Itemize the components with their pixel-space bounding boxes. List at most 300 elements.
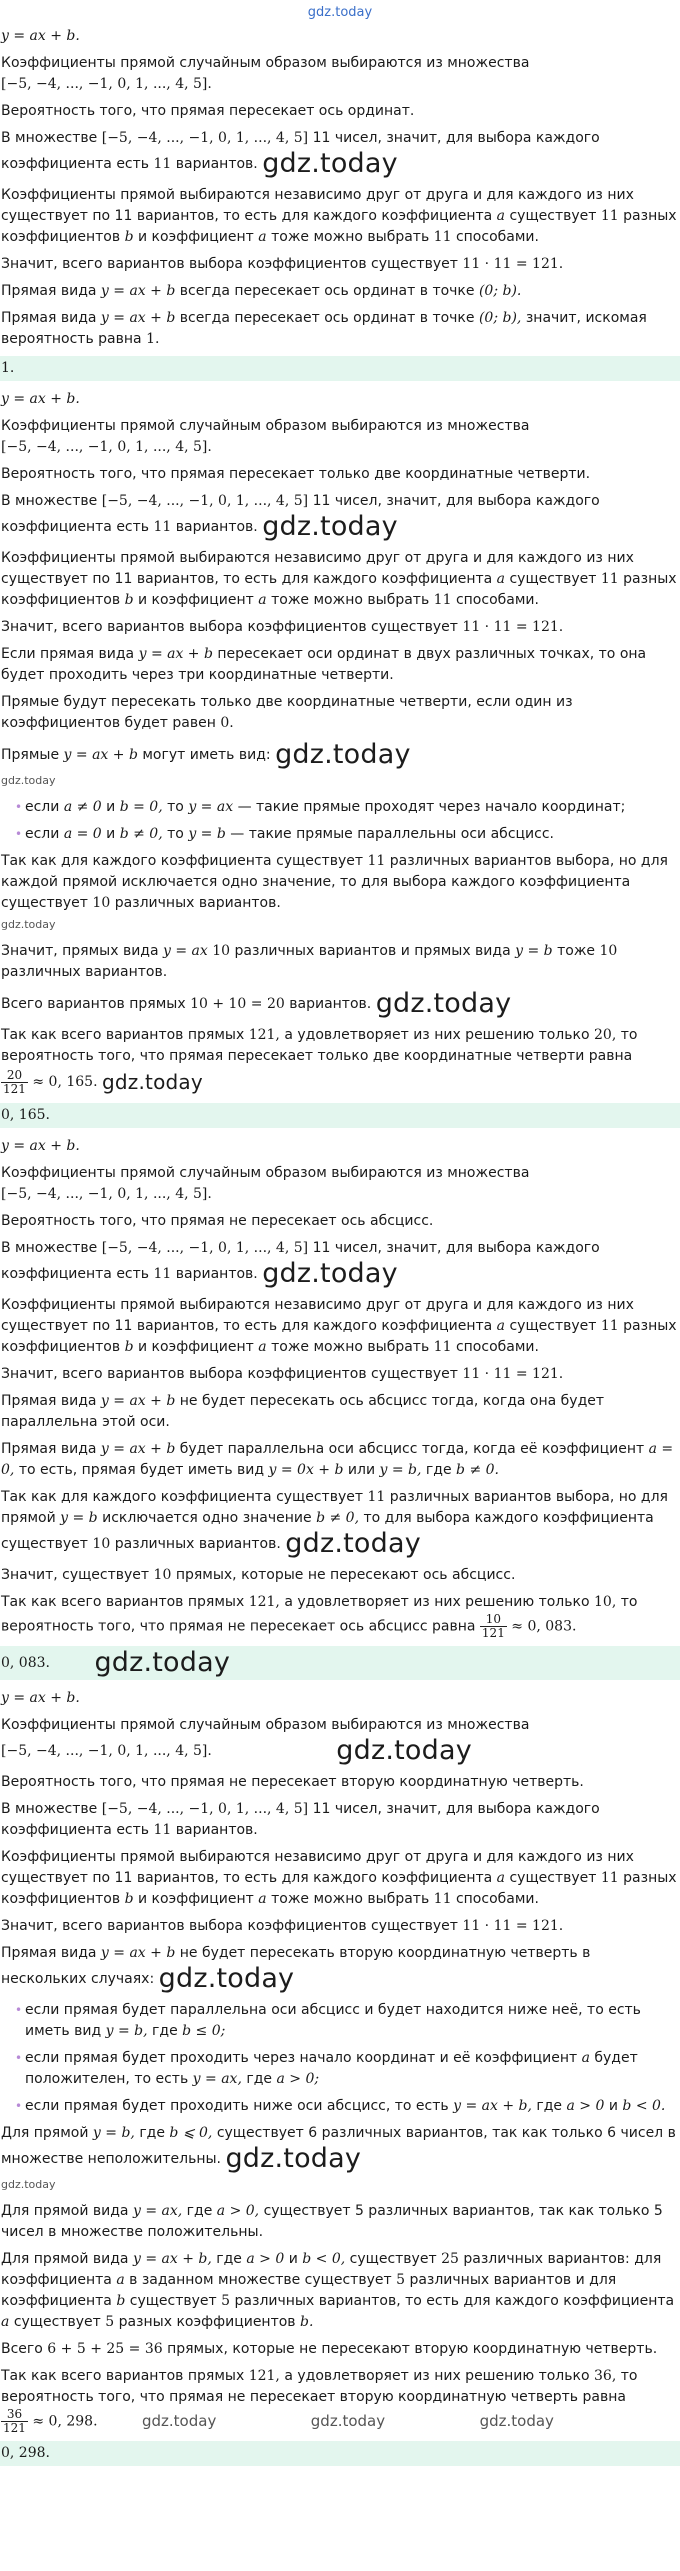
math: a	[116, 2272, 125, 2288]
paragraph: Вероятность того, что прямая пересекает ось ординат.	[1, 103, 415, 119]
number: 11	[153, 519, 172, 535]
watermark: gdz.today	[285, 1528, 421, 1559]
text: различных вариантов: для коэффициента	[1, 2251, 662, 2288]
math: 121,	[248, 2368, 280, 2384]
math: 11 · 11 = 121.	[462, 256, 564, 272]
text: способами.	[455, 229, 539, 245]
math: 25	[441, 2251, 459, 2267]
math: y = ax + b,	[453, 2098, 532, 2114]
answer-text: 0, 083.	[1, 1655, 50, 1671]
bullet-list	[1, 2000, 678, 2117]
math: b ≠ 0,	[119, 826, 163, 842]
text: вариантов.	[175, 519, 258, 535]
paragraph	[1, 1592, 678, 1640]
math: 11	[433, 1339, 452, 1355]
number-set: [−5, −4, ..., −1, 0, 1, ..., 4, 5]	[101, 1801, 309, 1817]
math: 10	[92, 1536, 111, 1552]
math: b	[124, 229, 134, 245]
text: разных коэффициентов	[1, 571, 677, 608]
text: Коэффициенты прямой выбираются независимо друг от друга и для каждого из них существует по 11 вариантов, то есть для каждого коэффициента	[1, 550, 634, 587]
text: то вероятность того, что прямая пересекает только две координатные четверти равна	[1, 1027, 638, 1064]
paragraph	[1, 416, 678, 458]
math: 11	[367, 1489, 386, 1505]
text: различных вариантов.	[114, 895, 281, 911]
paragraph	[1, 941, 678, 983]
text: Коэффициенты прямой выбираются независимо друг от друга и для каждого из них существует по 11 вариантов, то есть для каждого коэффициента	[1, 187, 634, 224]
text: различных вариантов, то есть для каждого коэффициента	[234, 2293, 675, 2309]
paragraph	[1, 644, 678, 686]
number-set: [−5, −4, ..., −1, 0, 1, ..., 4, 5].	[1, 1743, 212, 1759]
text: разных коэффициентов	[1, 208, 677, 245]
math: 5	[105, 2314, 115, 2330]
watermark-small: gdz.today	[1, 918, 56, 931]
text: различных вариантов и прямых вида	[234, 943, 511, 959]
math: 10	[153, 1567, 172, 1583]
paragraph	[1, 989, 678, 1019]
math: 5	[396, 2272, 405, 2288]
text: и	[106, 826, 116, 842]
equation: y = ax + b.	[1, 1690, 80, 1706]
math: a	[258, 1339, 267, 1355]
answer-bar: 1.	[0, 356, 680, 381]
text: прямых, которые не пересекают вторую координатную четверть.	[167, 2341, 658, 2357]
text: вариантов.	[289, 996, 372, 1012]
text: Прямая вида	[1, 1441, 97, 1457]
number-set: [−5, −4, ..., −1, 0, 1, ..., 4, 5].	[1, 1186, 212, 1202]
list-item	[15, 2000, 678, 2042]
text: Если прямая вида	[1, 646, 135, 662]
text: различных вариантов выбора, но для каждой прямой исключается одно значение, то для выбора каждого коэффициента существует	[1, 853, 668, 911]
watermark: gdz.today	[94, 1647, 231, 1678]
math: 11	[600, 208, 619, 224]
math: ≈ 0, 165.	[32, 1074, 98, 1090]
math: 11 · 11 = 121.	[462, 619, 564, 635]
math: y = b,	[379, 1462, 422, 1478]
answer-bar	[0, 1646, 680, 1680]
paragraph	[1, 1025, 678, 1097]
text: Так как для каждого коэффициента существует	[1, 853, 364, 869]
text: существует	[509, 1318, 597, 1334]
paragraph	[1, 1391, 678, 1433]
math: b ≠ 0.	[456, 1462, 499, 1478]
math: 11	[367, 853, 386, 869]
math: 10	[212, 943, 231, 959]
math: b.	[300, 2314, 314, 2330]
watermark-small: gdz.today	[310, 2411, 386, 2430]
paragraph	[1, 1799, 678, 1841]
text: и коэффициент	[137, 1891, 254, 1907]
text: Прямая вида	[1, 1393, 97, 1409]
math: b	[116, 2293, 126, 2309]
paragraph	[1, 1943, 678, 1994]
math: a	[496, 571, 506, 587]
text: если прямая будет проходить через начало координат и её коэффициент	[25, 2050, 578, 2066]
text: будет параллельна оси абсцисс тогда, когда её коэффициент	[179, 1441, 645, 1457]
paragraph: Вероятность того, что прямая не пересекает ось абсцисс.	[1, 1213, 434, 1229]
math: a	[496, 1870, 506, 1886]
text: Для прямой вида	[1, 2203, 129, 2219]
math: y = ax	[163, 943, 208, 959]
text: способами.	[455, 1891, 539, 1907]
text: Значит, всего вариантов выбора коэффициентов существует	[1, 1366, 458, 1382]
text: В множестве	[1, 1801, 98, 1817]
paragraph	[1, 1238, 678, 1289]
math: y = ax,	[192, 2071, 242, 2087]
watermark-small: gdz.today	[1, 2178, 56, 2191]
text: Прямые	[1, 747, 60, 763]
math: a	[1, 2314, 10, 2330]
math: 121,	[248, 1027, 280, 1043]
number-set: [−5, −4, ..., −1, 0, 1, ..., 4, 5].	[1, 439, 212, 455]
text: Так как всего вариантов прямых	[1, 1594, 245, 1610]
denominator: 121	[3, 2421, 26, 2435]
text: 11 чисел, значит, для выбора каждого коэффициента есть	[1, 1240, 600, 1282]
watermark: gdz.today	[262, 148, 398, 179]
text: Значит, всего вариантов выбора коэффициентов существует	[1, 256, 458, 272]
text: Значит, всего вариантов выбора коэффициентов существует	[1, 619, 458, 635]
denominator: 121	[3, 1081, 26, 1096]
paragraph	[1, 1439, 678, 1481]
task-3	[0, 1136, 680, 1640]
text: тоже можно выбрать	[271, 592, 430, 608]
number-set: [−5, −4, ..., −1, 0, 1, ..., 4, 5]	[101, 493, 309, 509]
text: Всего	[1, 2341, 43, 2357]
text: значит, искомая вероятность равна	[1, 310, 647, 347]
text: не будет пересекать ось абсцисс тогда, когда она будет параллельна этой оси.	[1, 1393, 605, 1430]
math: b = 0,	[119, 799, 163, 815]
watermark: gdz.today	[262, 1258, 398, 1289]
math: b	[124, 1339, 134, 1355]
list-item	[15, 797, 678, 818]
math: 0.	[220, 715, 234, 731]
math: 10 + 10 = 20	[190, 996, 285, 1012]
text: существует	[349, 2251, 437, 2267]
math: b ≤ 0;	[182, 2023, 226, 2039]
math: 11	[600, 1318, 619, 1334]
math: 11	[600, 571, 619, 587]
text: разных коэффициентов	[1, 1318, 677, 1355]
text: существует	[13, 2314, 101, 2330]
math: 121,	[248, 1594, 280, 1610]
text: различных вариантов.	[114, 1536, 281, 1552]
math: a = 0	[63, 826, 102, 842]
math: a	[496, 208, 506, 224]
list-item	[15, 824, 678, 845]
math: y = ax + b	[100, 310, 176, 326]
paragraph	[1, 308, 678, 350]
math: y = ax + b	[100, 1393, 176, 1409]
math: a	[581, 2050, 590, 2066]
math: y = 0x + b	[268, 1462, 344, 1478]
paragraph	[1, 2249, 678, 2333]
paragraph	[1, 281, 678, 302]
math: b ⩽ 0,	[169, 2125, 213, 2141]
equation: y = ax + b.	[1, 28, 80, 44]
math: y = ax + b	[63, 747, 138, 763]
text: и	[106, 799, 116, 815]
paragraph	[1, 1364, 678, 1385]
math: 11 · 11 = 121.	[462, 1918, 564, 1934]
math: 10	[92, 895, 111, 911]
text: 11 чисел, значит, для выбора каждого коэффициента есть	[1, 130, 600, 172]
paragraph	[1, 491, 678, 542]
watermark: gdz.today	[262, 511, 398, 542]
paragraph	[1, 1715, 678, 1766]
watermark: gdz.today	[275, 739, 411, 770]
text: вариантов.	[175, 1822, 258, 1838]
text: Коэффициенты прямой выбираются независимо друг от друга и для каждого из них существует по 11 вариантов, то есть для каждого коэффициента	[1, 1849, 634, 1886]
text: Для прямой вида	[1, 2251, 129, 2267]
text: Коэффициенты прямой случайным образом выбираются из множества	[1, 1165, 530, 1181]
text: а удовлетворяет из них решению только	[284, 2368, 590, 2384]
text: 11 чисел, значит, для выбора каждого коэффициента есть	[1, 1801, 600, 1838]
watermark-small: gdz.today	[479, 2411, 554, 2430]
task-4	[0, 1688, 680, 2435]
text: Так как для каждого коэффициента существует	[1, 1489, 364, 1505]
text: Коэффициенты прямой случайным образом выбираются из множества	[1, 1717, 530, 1733]
text: пересекает оси ординат в двух различных точках, то она будет проходить через три координатные четверти.	[1, 646, 647, 683]
text: Прямая вида	[1, 1945, 97, 1961]
text: где	[216, 2251, 242, 2267]
answer-bar: 0, 165.	[0, 1103, 680, 1128]
text: где	[425, 1462, 452, 1478]
watermark: gdz.today	[101, 1070, 203, 1094]
number-set: [−5, −4, ..., −1, 0, 1, ..., 4, 5].	[1, 76, 212, 92]
fraction	[1, 2408, 28, 2435]
text: существует	[129, 2293, 217, 2309]
paragraph	[1, 1565, 678, 1586]
text: Коэффициенты прямой случайным образом выбираются из множества	[1, 418, 530, 434]
text: всегда пересекает ось ординат в точке	[179, 283, 475, 299]
math: y = ax + b	[100, 1441, 176, 1457]
text: Всего вариантов прямых	[1, 996, 186, 1012]
watermark: gdz.today	[158, 1963, 295, 1994]
math: y = ax + b	[100, 1945, 176, 1961]
math: ≈ 0, 298.	[32, 2413, 98, 2430]
paragraph	[1, 617, 678, 638]
text: существует 5 различных вариантов, так как только 5 чисел в множестве положительны.	[1, 2203, 663, 2240]
text: и коэффициент	[137, 592, 254, 608]
math: 11	[600, 1870, 619, 1886]
paragraph	[1, 1916, 678, 1937]
text: то	[167, 826, 184, 842]
list-item	[15, 2048, 678, 2090]
math: a > 0,	[216, 2203, 260, 2219]
math: 1.	[146, 331, 160, 347]
paragraph	[1, 2201, 678, 2243]
number: 11	[153, 156, 172, 172]
text: а удовлетворяет из них решению только	[284, 1027, 590, 1043]
math: 20,	[594, 1027, 617, 1043]
math: 11	[433, 1891, 452, 1907]
text: существует 6 различных вариантов, так как только 6 чисел в множестве неположительны.	[1, 2125, 676, 2167]
text: то	[167, 799, 184, 815]
math: y = b,	[105, 2023, 148, 2039]
math: y = b	[515, 943, 553, 959]
text: а удовлетворяет из них решению только	[284, 1594, 590, 1610]
watermark: gdz.today	[336, 1735, 472, 1766]
math: a	[496, 1318, 506, 1334]
math: 6 + 5 + 25 = 36	[47, 2341, 163, 2357]
math: 11	[433, 592, 452, 608]
text: 11 чисел, значит, для выбора каждого коэффициента есть	[1, 493, 600, 535]
paragraph	[1, 254, 678, 275]
text: если	[25, 799, 60, 815]
text: Значит, прямых вида	[1, 943, 159, 959]
text: и коэффициент	[137, 229, 254, 245]
equation: y = ax + b.	[1, 391, 80, 407]
number-set: [−5, −4, ..., −1, 0, 1, ..., 4, 5]	[101, 1240, 309, 1256]
numerator: 10	[480, 1613, 507, 1627]
math: a > 0	[246, 2251, 285, 2267]
text: и	[288, 2251, 298, 2267]
text: В множестве	[1, 1240, 98, 1256]
watermark: gdz.today	[225, 2143, 362, 2174]
math: b < 0,	[302, 2251, 346, 2267]
text: или	[347, 1462, 376, 1478]
fraction	[480, 1613, 507, 1640]
math: y = b,	[92, 2125, 135, 2141]
text: существует	[509, 1870, 597, 1886]
paragraph	[1, 692, 678, 734]
text: Так как всего вариантов прямых	[1, 2368, 245, 2384]
text: если	[25, 826, 60, 842]
text: различных вариантов.	[1, 964, 168, 980]
math: y = ax,	[132, 2203, 183, 2219]
text: Прямая вида	[1, 283, 97, 299]
math: ≈ 0, 083.	[511, 1618, 577, 1635]
paragraph	[1, 1163, 678, 1205]
math: a	[258, 1891, 267, 1907]
text: прямых, которые не пересекают ось абсцисс.	[175, 1567, 516, 1583]
text: если прямая будет проходить ниже оси абсцисс, то есть	[25, 2098, 449, 2114]
text: существует	[509, 571, 597, 587]
paragraph	[1, 851, 678, 935]
text: тоже можно выбрать	[271, 1891, 430, 1907]
math: y = b	[188, 826, 226, 842]
paragraph	[1, 548, 678, 611]
task-1	[0, 26, 680, 350]
task-2	[0, 389, 680, 1097]
text: В множестве	[1, 130, 98, 146]
math: a > 0	[566, 2098, 605, 2114]
paragraph	[1, 128, 678, 179]
text: тоже	[557, 943, 596, 959]
text: Прямые будут пересекать только две координатные четверти, если один из коэффициентов будет равен	[1, 694, 573, 731]
paragraph	[1, 1487, 678, 1559]
answer-bar: 0, 298.	[0, 2441, 680, 2466]
text: исключается одно значение	[102, 1510, 312, 1526]
text: различных вариантов и для коэффициента	[1, 2272, 617, 2309]
text: разных коэффициентов	[118, 2314, 296, 2330]
math: y = ax + b	[100, 283, 176, 299]
text: где	[246, 2071, 273, 2087]
text: где	[536, 2098, 563, 2114]
math: 10	[599, 943, 618, 959]
text: Для прямой	[1, 2125, 89, 2141]
math: y = ax + b,	[132, 2251, 212, 2267]
watermark: gdz.today	[375, 988, 512, 1019]
math: b	[124, 1891, 134, 1907]
text: где	[186, 2203, 213, 2219]
text: будет положителен, то есть	[25, 2050, 638, 2087]
paragraph	[1, 2366, 678, 2435]
paragraph	[1, 53, 678, 95]
paragraph	[1, 2123, 678, 2195]
text: Так как всего вариантов прямых	[1, 1027, 245, 1043]
text: Прямая вида	[1, 310, 97, 326]
text: Значит, всего вариантов выбора коэффициентов существует	[1, 1918, 458, 1934]
math: a	[258, 592, 267, 608]
math: 10,	[594, 1594, 617, 1610]
bullet-list	[1, 797, 678, 845]
paragraph	[1, 1295, 678, 1358]
text: где	[139, 2125, 165, 2141]
math: b < 0.	[622, 2098, 666, 2114]
text: и коэффициент	[137, 1339, 254, 1355]
list-item	[15, 2096, 678, 2117]
math: (0; b),	[478, 310, 522, 326]
paragraph: Вероятность того, что прямая не пересекает вторую координатную четверть.	[1, 1774, 584, 1790]
text: вариантов.	[175, 156, 258, 172]
math: b	[124, 592, 134, 608]
text: способами.	[455, 1339, 539, 1355]
paragraph	[1, 185, 678, 248]
math: y = b	[60, 1510, 98, 1526]
equation: y = ax + b.	[1, 1138, 80, 1154]
text: то вероятность того, что прямая не пересекает вторую координатную четверть равна	[1, 2368, 638, 2405]
text: вариантов.	[175, 1266, 258, 1282]
math: a ≠ 0	[63, 799, 102, 815]
paragraph: Вероятность того, что прямая пересекает только две координатные четверти.	[1, 466, 591, 482]
text: существует	[509, 208, 597, 224]
math: 11 · 11 = 121.	[462, 1366, 564, 1382]
math: 11	[433, 229, 452, 245]
text: способами.	[455, 592, 539, 608]
text: — такие прямые проходят через начало координат;	[237, 799, 626, 815]
text: могут иметь вид:	[142, 747, 271, 763]
number: 11	[153, 1822, 172, 1838]
text: всегда пересекает ось ординат в точке	[179, 310, 475, 326]
text: Коэффициенты прямой случайным образом выбираются из множества	[1, 55, 530, 71]
text: тоже можно выбрать	[271, 1339, 430, 1355]
text: где	[152, 2023, 178, 2039]
math: y = ax + b	[138, 646, 213, 662]
text: если прямая будет параллельна оси абсцисс и будет находится ниже неё, то есть иметь вид	[25, 2002, 641, 2039]
numerator: 36	[1, 2408, 28, 2422]
text: и	[608, 2098, 618, 2114]
text: не будет пересекать вторую координатную четверть в нескольких случаях:	[1, 1945, 591, 1987]
text: тоже можно выбрать	[271, 229, 430, 245]
math: 5	[221, 2293, 231, 2309]
math: (0; b).	[478, 283, 522, 299]
paragraph	[1, 1847, 678, 1910]
text: — такие прямые параллельны оси абсцисс.	[230, 826, 554, 842]
top-watermark: gdz.today	[307, 5, 373, 20]
text: в заданном множестве существует	[129, 2272, 392, 2288]
text: различных вариантов выбора, но для прямой	[1, 1489, 668, 1526]
number-set: [−5, −4, ..., −1, 0, 1, ..., 4, 5]	[101, 130, 309, 146]
watermark-small: gdz.today	[141, 2411, 217, 2430]
fraction	[1, 1069, 28, 1096]
paragraph	[1, 2339, 678, 2360]
text: то вероятность того, что прямая не пересекает ось абсцисс равна	[1, 1594, 638, 1635]
math: a = 0,	[1, 1441, 674, 1478]
paragraph	[1, 740, 678, 791]
numerator: 20	[1, 1069, 28, 1083]
math: y = ax	[188, 799, 234, 815]
text: то есть, прямая будет иметь вид	[18, 1462, 265, 1478]
